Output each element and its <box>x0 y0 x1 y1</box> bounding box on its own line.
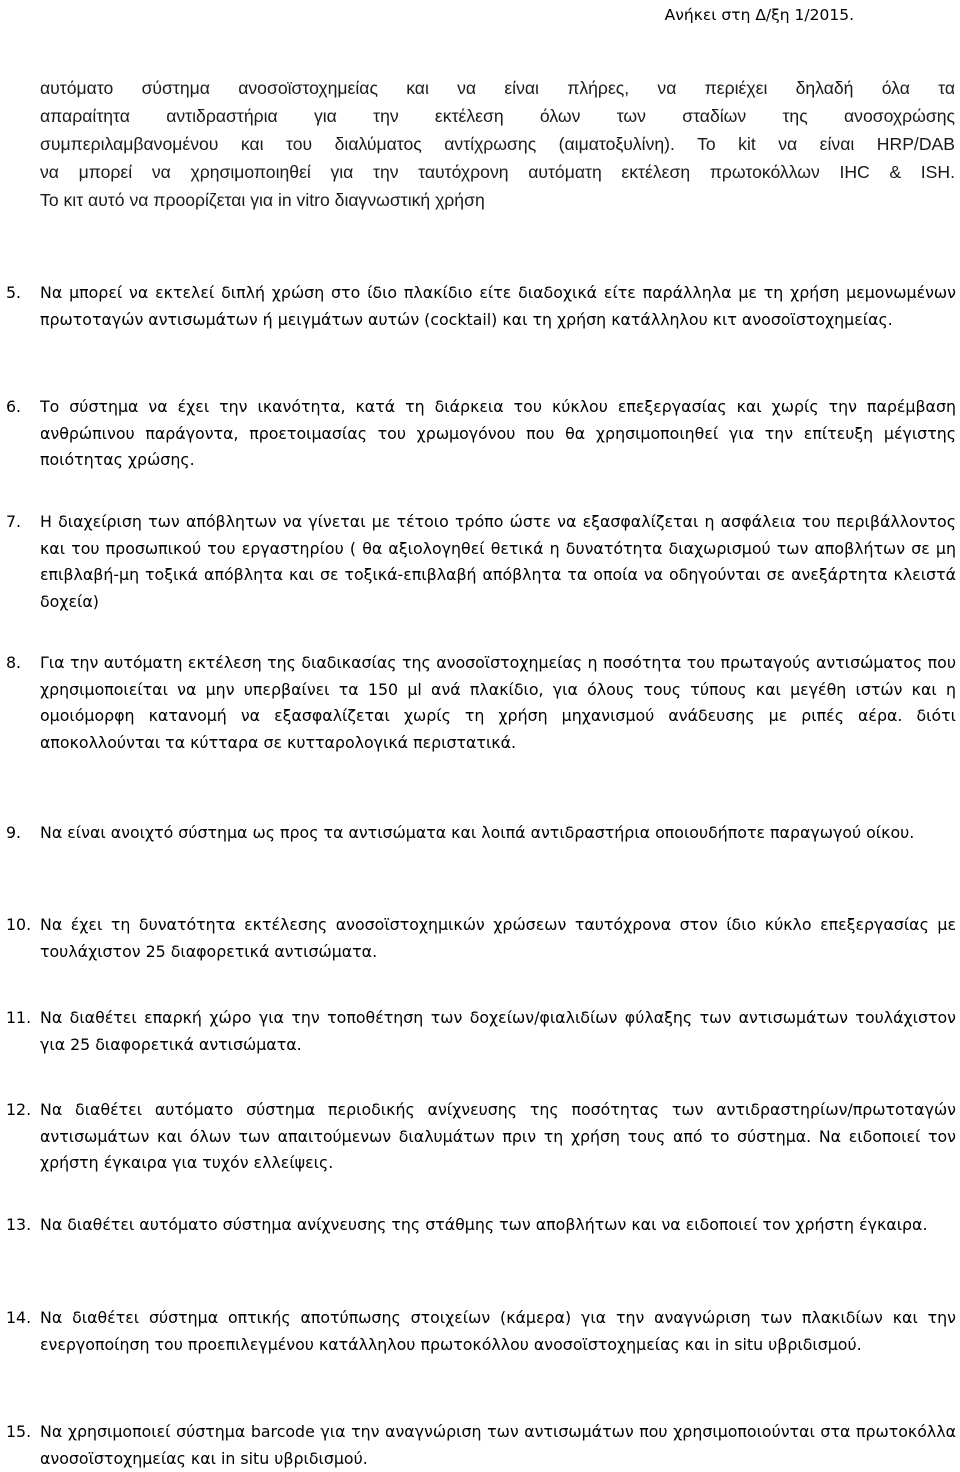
intro-line: αυτόματο σύστημα ανοσοϊστοχημείας και να είναι πλήρες, να περιέχει δηλαδή όλα τα <box>40 78 955 98</box>
item-number: 15. <box>6 1422 32 1441</box>
item-text: Να έχει τη δυνατότητα εκτέλεσης ανοσοϊστοχημικών χρώσεων ταυτόχρονα στον ίδιο κύκλο επεξεργασίας με τουλάχιστον 25 διαφορετικά αντισώματα. <box>40 915 956 961</box>
item-number: 10. <box>6 915 32 934</box>
item-text: Να μπορεί να εκτελεί διπλή χρώση στο ίδιο πλακίδιο είτε διαδοχικά είτε παράλληλα με τη χρήση μεμονωμένων πρωτοταγών αντισωμάτων ή μειγμάτων αυτών (cocktail) και τη χρήση κατάλληλου κιτ ανοσοϊστοχημείας. <box>40 283 956 329</box>
item-number: 6. <box>6 397 22 416</box>
item-text: Να χρησιμοποιεί σύστημα barcode για την αναγνώριση των αντισωμάτων που χρησιμοποιούνται στα πρωτοκόλλα ανοσοϊστοχημείας και in situ υβριδισμού. <box>40 1422 956 1468</box>
list-item <box>0 1005 960 1058</box>
intro-line: απαραίτητα αντιδραστήρια για την εκτέλεση όλων των σταδίων της ανοσοχρώσης <box>40 106 955 126</box>
intro-line: συμπεριλαμβανομένου και του διαλύματος αντίχρωσης (αιματοξυλίνη). Το kit να είναι HRP/DAB <box>40 134 955 154</box>
item-number: 7. <box>6 512 22 531</box>
item-number: 11. <box>6 1008 32 1027</box>
item-text: Η διαχείριση των απόβλητων να γίνεται με τέτοιο τρόπο ώστε να εξασφαλίζεται η ασφάλεια του περιβάλλοντος και του προσωπικού του εργαστηρίου ( θα αξιολογηθεί θετικά η δυνατότητα διαχωρισμού των αποβλήτων σε μη επιβλαβή-μη τοξικά απόβλητα και σε τοξικά-επιβλαβή απόβλητα τα οποία να οδηγούνται σε ανεξάρτητα κλειστά δοχεία) <box>40 512 956 612</box>
list-item <box>0 509 960 616</box>
list-item <box>0 1305 960 1358</box>
intro-line: Το κιτ αυτό να προορίζεται για in vitro διαγνωστική χρήση <box>40 190 485 210</box>
item-text: Να διαθέτει επαρκή χώρο για την τοποθέτηση των δοχείων/φιαλιδίων φύλαξης των αντισωμάτων τουλάχιστον για 25 διαφορετικά αντισώματα. <box>40 1008 956 1054</box>
list-item <box>0 394 960 474</box>
intro-line: να μπορεί να χρησιμοποιηθεί για την ταυτόχρονη αυτόματη εκτέλεση πρωτοκόλλων IHC & ISH. <box>40 162 955 182</box>
list-item <box>0 1419 960 1472</box>
item-text: Για την αυτόματη εκτέλεση της διαδικασίας της ανοσοϊστοχημείας η ποσότητα του πρωταγούς αντισώματος που χρησιμοποιείται να μην υπερβαίνει τα 150 μl ανά πλακίδιο, για όλους τους τύπους και μεγέθη ιστών και η ομοιόμορφη κατανομή να εξασφαλίζεται χωρίς τη χρήση μηχανισμού ανάδευσης με ριπές αέρα. διότι αποκολλούνται τα κύτταρα σε κυτταρολογικά περιστατικά. <box>40 653 956 753</box>
list-item <box>0 820 960 847</box>
list-item <box>0 1097 960 1177</box>
page-header: Ανήκει στη Δ/ξη 1/2015. <box>664 6 854 24</box>
item-number: 9. <box>6 823 22 842</box>
item-number: 13. <box>6 1215 32 1234</box>
list-item <box>0 280 960 333</box>
list-item <box>0 1212 960 1239</box>
item-number: 14. <box>6 1308 32 1327</box>
item-text: Να διαθέτει αυτόματο σύστημα περιοδικής ανίχνευσης της ποσότητας των αντιδραστηρίων/πρωτοταγών αντισωμάτων και όλων των απαιτούμενων διαλυμάτων πριν τη χρήση τους από το σύστημα. Να ειδοποιεί τον χρήστη έγκαιρα για τυχόν ελλείψεις. <box>40 1100 956 1173</box>
item-text: Το σύστημα να έχει την ικανότητα, κατά τη διάρκεια του κύκλου επεξεργασίας και χωρίς την παρέμβαση ανθρώπινου παράγοντα, προετοιμασίας του χρωμογόνου που θα χρησιμοποιηθεί για την επίτευξη μέγιστης ποιότητας χρώσης. <box>40 397 956 470</box>
item-number: 12. <box>6 1100 32 1119</box>
item-text: Να διαθέτει σύστημα οπτικής αποτύπωσης στοιχείων (κάμερα) για την αναγνώριση των πλακιδίων και την ενεργοποίηση του προεπιλεγμένου κατάλληλου πρωτοκόλλου ανοσοϊστοχημείας και in situ υβριδισμού. <box>40 1308 956 1354</box>
item-number: 8. <box>6 653 22 672</box>
item-number: 5. <box>6 283 22 302</box>
intro-paragraph <box>40 74 955 214</box>
list-item <box>0 912 960 965</box>
list-item <box>0 650 960 757</box>
item-text: Να είναι ανοιχτό σύστημα ως προς τα αντισώματα και λοιπά αντιδραστήρια οποιουδήποτε παραγωγού οίκου. <box>40 823 915 842</box>
item-text: Να διαθέτει αυτόματο σύστημα ανίχνευσης της στάθμης των αποβλήτων και να ειδοποιεί τον χρήστη έγκαιρα. <box>40 1215 928 1234</box>
